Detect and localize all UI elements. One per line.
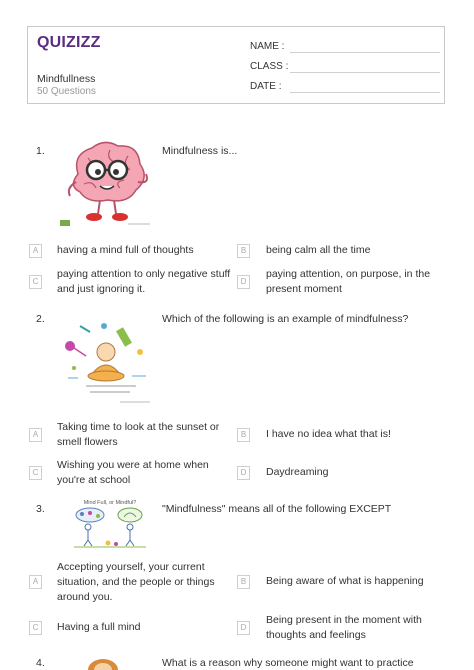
- image-caption: Mind Full, or Mindful?: [83, 500, 137, 506]
- option-text: I have no idea what that is!: [266, 428, 391, 440]
- option-letter-box[interactable]: D: [237, 466, 250, 480]
- option-text: Being present in the moment with thoughts and feelings: [266, 614, 422, 641]
- class-field[interactable]: [290, 72, 440, 73]
- option-text: being calm all the time: [266, 244, 371, 256]
- option-text: paying attention, on purpose, in the present moment: [266, 268, 431, 295]
- question-number: 1.: [36, 145, 45, 157]
- option-letter-box[interactable]: B: [237, 428, 250, 442]
- option-letter-box[interactable]: A: [29, 575, 42, 589]
- option-letter-box[interactable]: A: [29, 244, 42, 258]
- option-text: Taking time to look at the sunset or smell flowers: [57, 421, 220, 448]
- question-text: Mindfulness is...: [162, 145, 238, 157]
- option-letter-box[interactable]: A: [29, 428, 42, 442]
- question-number: 3.: [36, 503, 45, 515]
- question-count: 50 Questions: [37, 86, 96, 97]
- option-letter-box[interactable]: C: [29, 466, 42, 480]
- option-text: Daydreaming: [266, 466, 329, 478]
- option-letter-box[interactable]: B: [237, 244, 250, 258]
- name-label: NAME :: [250, 41, 285, 52]
- option-text: paying attention to only negative stuff and just ignoring it.: [57, 268, 231, 295]
- worksheet-header: [27, 26, 445, 104]
- option-letter-box[interactable]: B: [237, 575, 250, 589]
- meditating-child-image: [60, 316, 154, 406]
- option-text: Having a full mind: [57, 621, 141, 633]
- question-text: "Mindfulness" means all of the following EXCEPT: [162, 503, 392, 515]
- option-letter-box[interactable]: C: [29, 621, 42, 635]
- name-field[interactable]: [290, 52, 440, 53]
- option-text: having a mind full of thoughts: [57, 244, 194, 256]
- mind-full-or-mindful-image: [68, 497, 152, 549]
- question-number: 2.: [36, 313, 45, 325]
- option-text: Wishing you were at home when you're at school: [57, 459, 209, 486]
- brain-cartoon-image: [58, 134, 154, 230]
- class-label: CLASS :: [250, 61, 289, 72]
- question-text: Which of the following is an example of mindfulness?: [162, 313, 409, 325]
- quizizz-logo: QUIZIZZ: [37, 34, 101, 51]
- option-letter-box[interactable]: D: [237, 621, 250, 635]
- option-letter-box[interactable]: D: [237, 275, 250, 289]
- option-text: Accepting yourself, your current situation, and the people or things around you.: [57, 561, 215, 603]
- question-text: What is a reason why someone might want to practice: [162, 657, 414, 669]
- worksheet-title: Mindfullness: [37, 73, 96, 85]
- date-label: DATE :: [250, 81, 282, 92]
- question-number: 4.: [36, 657, 45, 669]
- question-4-image-partial: [86, 657, 120, 670]
- date-field[interactable]: [290, 92, 440, 93]
- option-letter-box[interactable]: C: [29, 275, 42, 289]
- option-text: Being aware of what is happening: [266, 575, 424, 587]
